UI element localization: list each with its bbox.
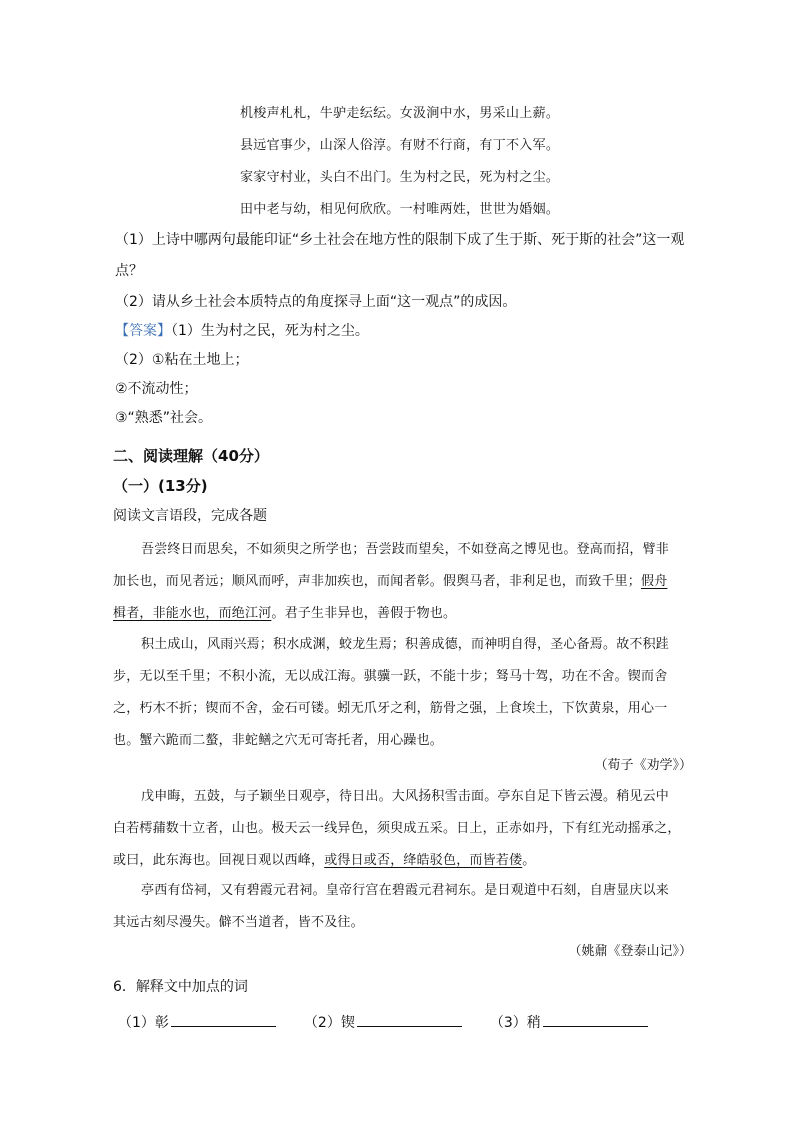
answer-blank[interactable] — [543, 1008, 648, 1027]
underlined-text: 楫者，非能水也，而绝江河 — [113, 606, 272, 621]
poem-line: 家家守村业，头白不出门。生为村之民，死为村之尘。 — [240, 170, 560, 185]
poem — [240, 104, 620, 232]
answer-line-4: ③“熟悉”社会。 — [115, 410, 213, 426]
answer-line-2: （2）①粘在土地上； — [115, 352, 249, 368]
passage-line: 白若樗蒱数十立者，山也。极天云一线异色，须臾成五采。日上，正赤如丹，下有红光动摇承之， — [113, 821, 681, 836]
passage-taishan-2 — [113, 880, 703, 944]
blank-item — [118, 1008, 276, 1034]
passage-taishan-1 — [113, 786, 703, 882]
passage-line: 其远古刻尽漫失。僻不当道者，皆不及往。 — [113, 915, 364, 930]
passage-line: 步，无以至千里；不积小流，无以成江海。骐骥一跃，不能十步；驽马十驾，功在不舍。锲而舍 — [113, 669, 668, 684]
blank-label: （3）稍 — [489, 1015, 541, 1031]
passage-line: 之，朽木不折；锲而不舍，金石可镂。蚓无爪牙之利，筋骨之强，上食埃土，下饮黄泉，用心一 — [113, 701, 668, 716]
passage-line: 亭西有岱祠，又有碧霞元君祠。皇帝行宫在碧霞元君祠东。是日观道中石刻，自唐显庆以来 — [141, 883, 670, 898]
answer-tag: 【答案】 — [115, 323, 171, 339]
source-citation: （姚鼐《登泰山记》） — [568, 944, 692, 959]
question-2: （2）请从乡土社会本质特点的角度探寻上面“这一观点”的成因。 — [115, 294, 517, 310]
poem-line: 机梭声札札，牛驴走纭纭。女汲涧中水，男采山上薪。 — [240, 106, 560, 121]
passage-quanxue-1 — [113, 539, 703, 635]
answer-block — [115, 320, 705, 436]
passage-line: 楫者，非能水也，而绝江河。君子生非异也，善假于物也。 — [113, 606, 457, 621]
blank-label: （1）彰 — [118, 1015, 169, 1031]
passage-quanxue-2 — [113, 634, 703, 762]
reading-instruction: 阅读文言语段，完成各题 — [113, 508, 267, 524]
blank-item — [304, 1008, 462, 1034]
source-citation: （荀子《劝学》） — [594, 758, 692, 773]
blank-label: （2）锲 — [303, 1015, 355, 1031]
underlined-text: 或得日或否，绛皓驳色，而皆若偻 — [324, 853, 523, 868]
question-1-line-1: （1）上诗中哪两句最能印证“乡土社会在地方性的限制下成了生于斯、死于斯的社会”这一观 — [115, 232, 685, 248]
answer-line-3: ②不流动性； — [115, 381, 198, 397]
poem-line: 县远官事少，山深人俗淳。有财不行商，有丁不入军。 — [240, 138, 560, 153]
question-1 — [115, 229, 705, 282]
section-title: 二、阅读理解（40分） — [113, 447, 269, 465]
passage-line: 或曰，此东海也。回视日观以西峰，或得日或否，绛皓驳色，而皆若偻。 — [113, 853, 536, 868]
blank-item — [490, 1008, 648, 1034]
question-1-line-2: 点？ — [115, 263, 143, 279]
passage-line: 也。蟹六跪而二螯，非蛇鳝之穴无可寄托者，用心躁也。 — [113, 733, 444, 748]
answer-blank[interactable] — [171, 1008, 276, 1027]
poem-line: 田中老与幼，相见何欣欣。一村唯两姓，世世为婚姻。 — [240, 202, 560, 217]
passage-line: 吾尝终日而思矣，不如须臾之所学也；吾尝跂而望矣，不如登高之博见也。登高而招，臂非 — [141, 542, 670, 557]
answer-line-1: （1）生为村之民，死为村之尘。 — [171, 323, 369, 339]
passage-line: 戊申晦，五鼓，与子颖坐日观亭，待日出。大风扬积雪击面。亭东自足下皆云漫。稍见云中 — [141, 789, 670, 804]
question-6-blanks — [118, 1008, 676, 1034]
passage-line: 加长也，而见者远；顺风而呼，声非加疾也，而闻者彰。假舆马者，非利足也，而致千里；假舟 — [113, 574, 668, 589]
answer-blank[interactable] — [357, 1008, 462, 1027]
subsection-title: （一）(13分) — [113, 477, 208, 495]
underlined-text: 假舟 — [641, 574, 668, 589]
passage-line: 积土成山，风雨兴焉；积水成渊，蛟龙生焉；积善成德，而神明自得，圣心备焉。故不积跬 — [141, 637, 670, 652]
question-6-title: 6．解释文中加点的词 — [113, 979, 248, 995]
